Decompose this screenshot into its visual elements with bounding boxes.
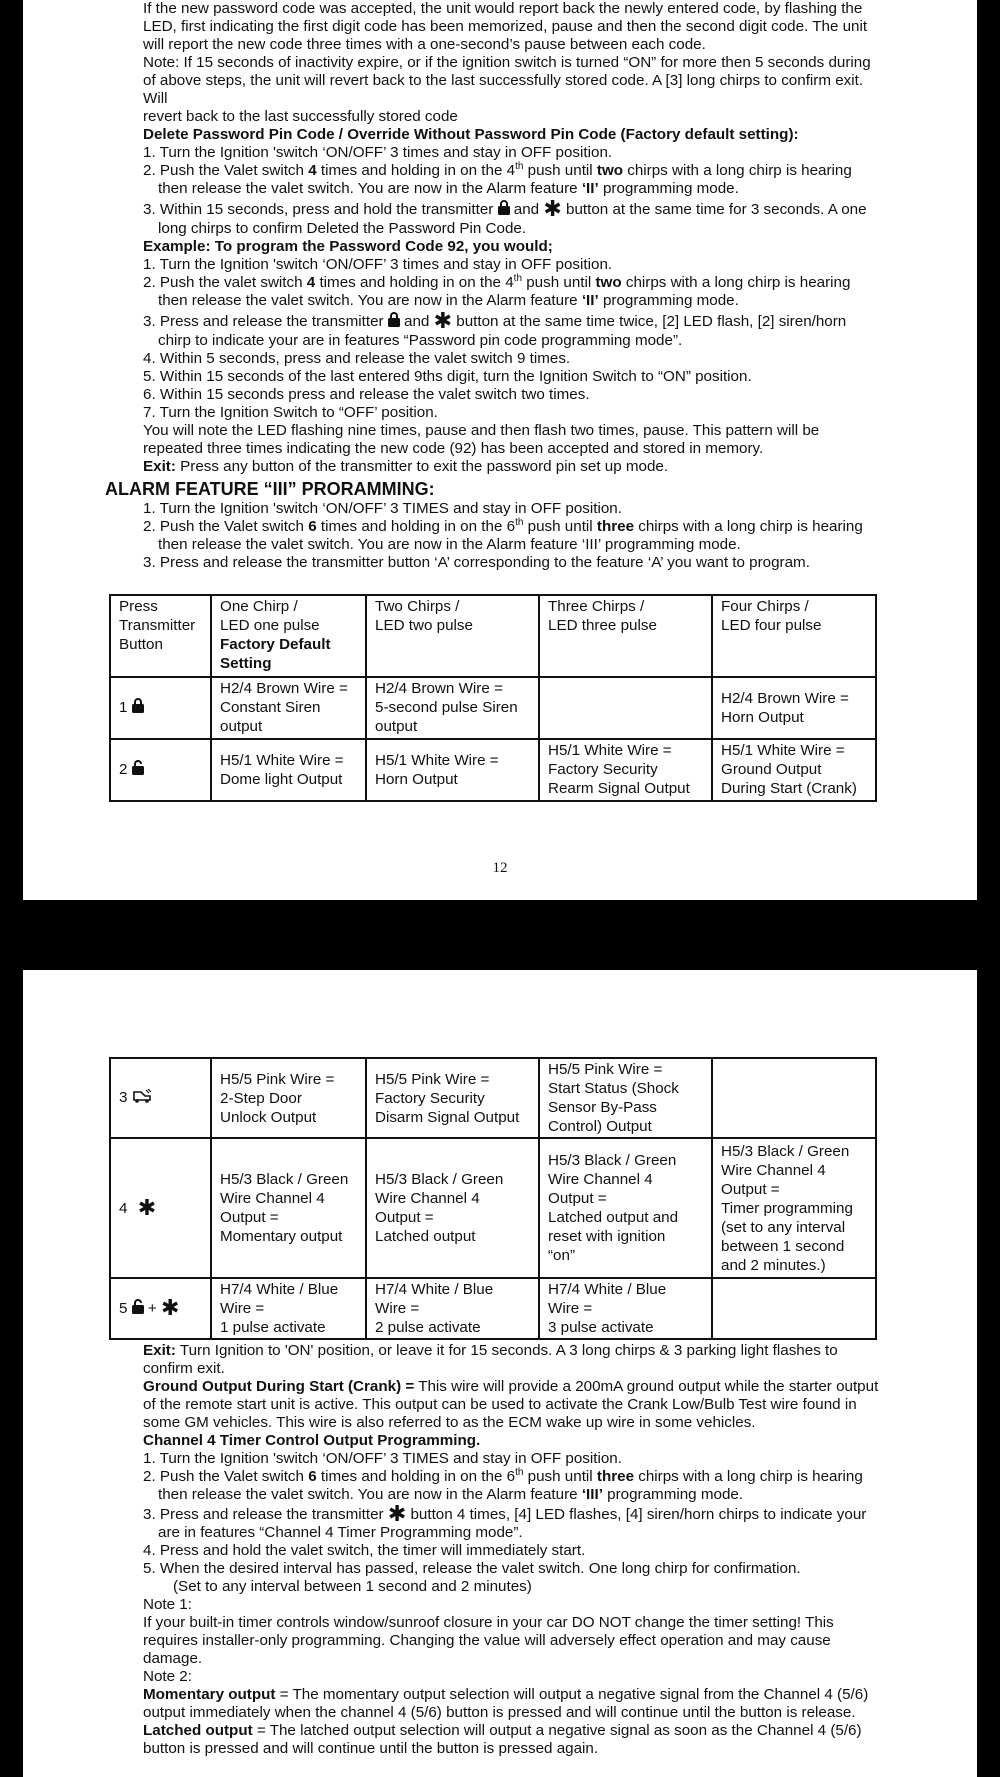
star-icon: ✱ — [161, 1294, 180, 1320]
example-step-1: 1. Turn the Ignition 'switch ‘ON/OFF’ 3 times and stay in OFF position. — [143, 256, 613, 273]
table-row — [110, 1138, 876, 1278]
table-header-cell: Three Chirps / LED three pulse — [539, 595, 712, 677]
exit-line-cont: confirm exit. — [143, 1360, 225, 1377]
channel-4-step-3: 3. Press and release the transmitter ✱ button 4 times, [4] LED flashes, [4] siren/horn chirps to indicate your — [143, 1501, 867, 1526]
delete-step-3: 3. Within 15 seconds, press and hold the transmitter and ✱ button at the same time for 3 seconds. A one — [143, 196, 867, 222]
table-cell: H5/1 White Wire = Dome light Output — [211, 739, 366, 801]
example-step-6: 6. Within 15 seconds press and release the valet switch two times. — [143, 386, 590, 403]
remote-start-car-icon — [132, 1089, 152, 1108]
example-step-4: 4. Within 5 seconds, press and release the valet switch 9 times. — [143, 350, 571, 367]
table-cell: H5/5 Pink Wire = 2-Step Door Unlock Output — [211, 1058, 366, 1138]
table-cell: H2/4 Brown Wire = Horn Output — [712, 677, 876, 739]
example-step-2-cont: then release the valet switch. You are now in the Alarm feature ‘II’ programming mode. — [158, 292, 739, 309]
channel-4-step-3-cont: are in features “Channel 4 Timer Programming mode”. — [158, 1524, 523, 1541]
intro-line: LED, first indicating the first digit code has been memorized, pause and then the second digit code. The unit — [143, 18, 868, 35]
note-2-title: Note 2: — [143, 1668, 192, 1685]
table-header-cell: Press Transmitter Button — [110, 595, 211, 677]
note-1-line: requires installer-only programming. Changing the value will adversely effect operation and may cause — [143, 1632, 831, 1649]
intro-line: of above steps, the unit will revert back to the last successfully stored code. A [3] long chirps to confirm exit. — [143, 72, 864, 89]
feature-3-title: ALARM FEATURE “III” PRORAMMING: — [105, 479, 435, 499]
note-1-line: If your built-in timer controls window/sunroof closure in your car DO NOT change the timer setting! This — [143, 1614, 834, 1631]
feature-3-table-part-2 — [109, 1057, 877, 1340]
example-step-5: 5. Within 15 seconds of the last entered 9ths digit, turn the Ignition Switch to “ON” position. — [143, 368, 752, 385]
page-13-text — [23, 1342, 977, 1758]
manual-page-12 — [23, 0, 977, 900]
star-icon: ✱ — [543, 196, 562, 222]
delete-step-2: 2. Push the Valet switch 4 times and holding in on the 4th push until two chirps with a long chirp is hearing — [143, 160, 852, 179]
table-cell-empty — [712, 1058, 876, 1138]
channel-4-step-2-cont: then release the valet switch. You are now in the Alarm feature ‘III’ programming mode. — [158, 1486, 744, 1503]
note-1-line: damage. — [143, 1650, 203, 1667]
intro-line: revert back to the last successfully stored code — [143, 108, 458, 125]
table-cell: H5/3 Black / Green Wire Channel 4 Output = Latched output — [366, 1138, 539, 1278]
channel-4-step-5-cont: (Set to any interval between 1 second and 2 minutes) — [173, 1578, 532, 1595]
button-cell: 2 — [110, 739, 211, 801]
table-cell: H7/4 White / Blue Wire = 3 pulse activate — [539, 1278, 712, 1339]
unlock-icon — [132, 760, 144, 780]
button-cell: 1 — [110, 677, 211, 739]
star-icon: ✱ — [433, 308, 453, 334]
star-icon: ✱ — [387, 1501, 407, 1526]
table-cell: H5/1 White Wire = Factory Security Rearm Signal Output — [539, 739, 712, 801]
channel-4-step-2: 2. Push the Valet switch 6 times and holding in on the 6th push until three chirps with a long chirp is hearing — [143, 1466, 863, 1485]
table-cell: H5/3 Black / Green Wire Channel 4 Output = Momentary output — [211, 1138, 366, 1278]
table-row — [110, 739, 876, 801]
example-step-3: 3. Press and release the transmitter and ✱ button at the same time twice, [2] LED flash, [2] siren/horn — [143, 308, 847, 334]
table-cell: H7/4 White / Blue Wire = 2 pulse activate — [366, 1278, 539, 1339]
button-cell: 3 — [110, 1058, 211, 1138]
table-cell-empty — [712, 1278, 876, 1339]
manual-page-13 — [23, 970, 977, 1777]
table-row — [110, 1058, 876, 1138]
lock-icon — [132, 698, 144, 718]
feature-3-step-1: 1. Turn the Ignition 'switch ‘ON/OFF’ 3 TIMES and stay in OFF position. — [143, 500, 622, 517]
channel-4-title: Channel 4 Timer Control Output Programming. — [143, 1432, 481, 1449]
feature-3-step-2-cont: then release the valet switch. You are now in the Alarm feature ‘III’ programming mode. — [158, 536, 741, 553]
delete-password-title: Delete Password Pin Code / Override Without Password Pin Code (Factory default setting): — [143, 126, 799, 143]
page-number: 12 — [492, 860, 508, 876]
intro-line: If the new password code was accepted, the unit would report back the newly entered code, by flashing the — [143, 0, 863, 17]
example-step-3-cont: chirp to indicate your are in features “Password pin code programming mode”. — [158, 332, 683, 349]
table-row — [110, 1278, 876, 1339]
example-note: repeated three times indicating the new code (92) has been accepted and stored in memory. — [143, 440, 764, 457]
ground-output-line: some GM vehicles. This wire is also referred to as the ECM wake up wire in some vehicles. — [143, 1414, 756, 1431]
table-cell: H5/5 Pink Wire = Start Status (Shock Sensor By-Pass Control) Output — [539, 1058, 712, 1138]
intro-line: Note: If 15 seconds of inactivity expire, or if the ignition switch is turned “ON” for more then 5 seconds during — [143, 54, 871, 71]
intro-line: Will — [143, 90, 168, 107]
table-header-cell: One Chirp / LED one pulse Factory Default Setting — [211, 595, 366, 677]
table-row — [110, 677, 876, 739]
unlock-icon — [132, 1299, 144, 1319]
table-cell-empty — [539, 677, 712, 739]
feature-3-table-part-1 — [109, 594, 877, 802]
intro-line: will report the new code three times with a one-second’s pause between each code. — [143, 36, 706, 53]
lock-icon — [498, 200, 510, 220]
table-header-row — [110, 595, 876, 677]
example-exit: Exit: Press any button of the transmitter to exit the password pin set up mode. — [143, 458, 669, 475]
example-title: Example: To program the Password Code 92, you would; — [143, 238, 553, 255]
example-note: You will note the LED flashing nine times, pause and then flash two times, pause. This pattern will be — [143, 422, 820, 439]
delete-step-3-cont: long chirps to confirm Deleted the Password Pin Code. — [158, 220, 527, 237]
channel-4-step-5: 5. When the desired interval has passed, release the valet switch. One long chirp for confirmation. — [143, 1560, 801, 1577]
table-header-cell: Four Chirps / LED four pulse — [712, 595, 876, 677]
lock-icon — [388, 312, 400, 332]
example-step-7: 7. Turn the Ignition Switch to “OFF’ position. — [143, 404, 438, 421]
latched-output-line: Latched output = The latched output selection will output a negative signal as soon as the Channel 4 (5/6) — [143, 1722, 862, 1739]
table-cell: H2/4 Brown Wire = 5-second pulse Siren output — [366, 677, 539, 739]
table-cell: H7/4 White / Blue Wire = 1 pulse activate — [211, 1278, 366, 1339]
note-1-title: Note 1: — [143, 1596, 192, 1613]
table-cell: H5/3 Black / Green Wire Channel 4 Output = Latched output and reset with ignition “on” — [539, 1138, 712, 1278]
ground-output-line: Ground Output During Start (Crank) = This wire will provide a 200mA ground output while the starter output — [143, 1378, 879, 1395]
channel-4-step-4: 4. Press and hold the valet switch, the timer will immediately start. — [143, 1542, 586, 1559]
page-12-text — [23, 0, 977, 572]
exit-line: Exit: Turn Ignition to 'ON' position, or leave it for 15 seconds. A 3 long chirps & 3 parking light flashes to — [143, 1342, 838, 1359]
table-header-cell: Two Chirps / LED two pulse — [366, 595, 539, 677]
button-cell: 5 + ✱ — [110, 1278, 211, 1339]
table-cell: H5/1 White Wire = Horn Output — [366, 739, 539, 801]
feature-3-step-3: 3. Press and release the transmitter button ‘A’ corresponding to the feature ‘A’ you want to program. — [143, 554, 810, 571]
channel-4-step-1: 1. Turn the Ignition 'switch ‘ON/OFF’ 3 TIMES and stay in OFF position. — [143, 1450, 622, 1467]
ground-output-line: of the remote start unit is active. This output can be used to activate the Crank Low/Bulb Test wire found in — [143, 1396, 857, 1413]
momentary-output-line-cont: output immediately when the channel 4 (5/6) button is pressed and will continue until the button is release. — [143, 1704, 856, 1721]
table-cell: H5/1 White Wire = Ground Output During Start (Crank) — [712, 739, 876, 801]
latched-output-line-cont: button is pressed and will continue until the button is pressed again. — [143, 1740, 599, 1757]
table-cell: H5/3 Black / Green Wire Channel 4 Output = Timer programming (set to any interval between 1 second and 2 minutes.) — [712, 1138, 876, 1278]
table-cell: H2/4 Brown Wire = Constant Siren output — [211, 677, 366, 739]
feature-3-step-2: 2. Push the Valet switch 6 times and holding in on the 6th push until three chirps with a long chirp is hearing — [143, 516, 863, 535]
momentary-output-line: Momentary output = The momentary output selection will output a negative signal from the Channel 4 (5/6) — [143, 1686, 869, 1703]
button-cell: 4 ✱ — [110, 1138, 211, 1278]
table-cell: H5/5 Pink Wire = Factory Security Disarm Signal Output — [366, 1058, 539, 1138]
example-step-2: 2. Push the valet switch 4 times and holding in on the 4th push until two chirps with a long chirp is hearing — [143, 272, 851, 291]
star-icon: ✱ — [137, 1194, 157, 1220]
delete-step-2-cont: then release the valet switch. You are now in the Alarm feature ‘II’ programming mode. — [158, 180, 739, 197]
delete-step-1: 1. Turn the Ignition 'switch ‘ON/OFF’ 3 times and stay in OFF position. — [143, 144, 613, 161]
